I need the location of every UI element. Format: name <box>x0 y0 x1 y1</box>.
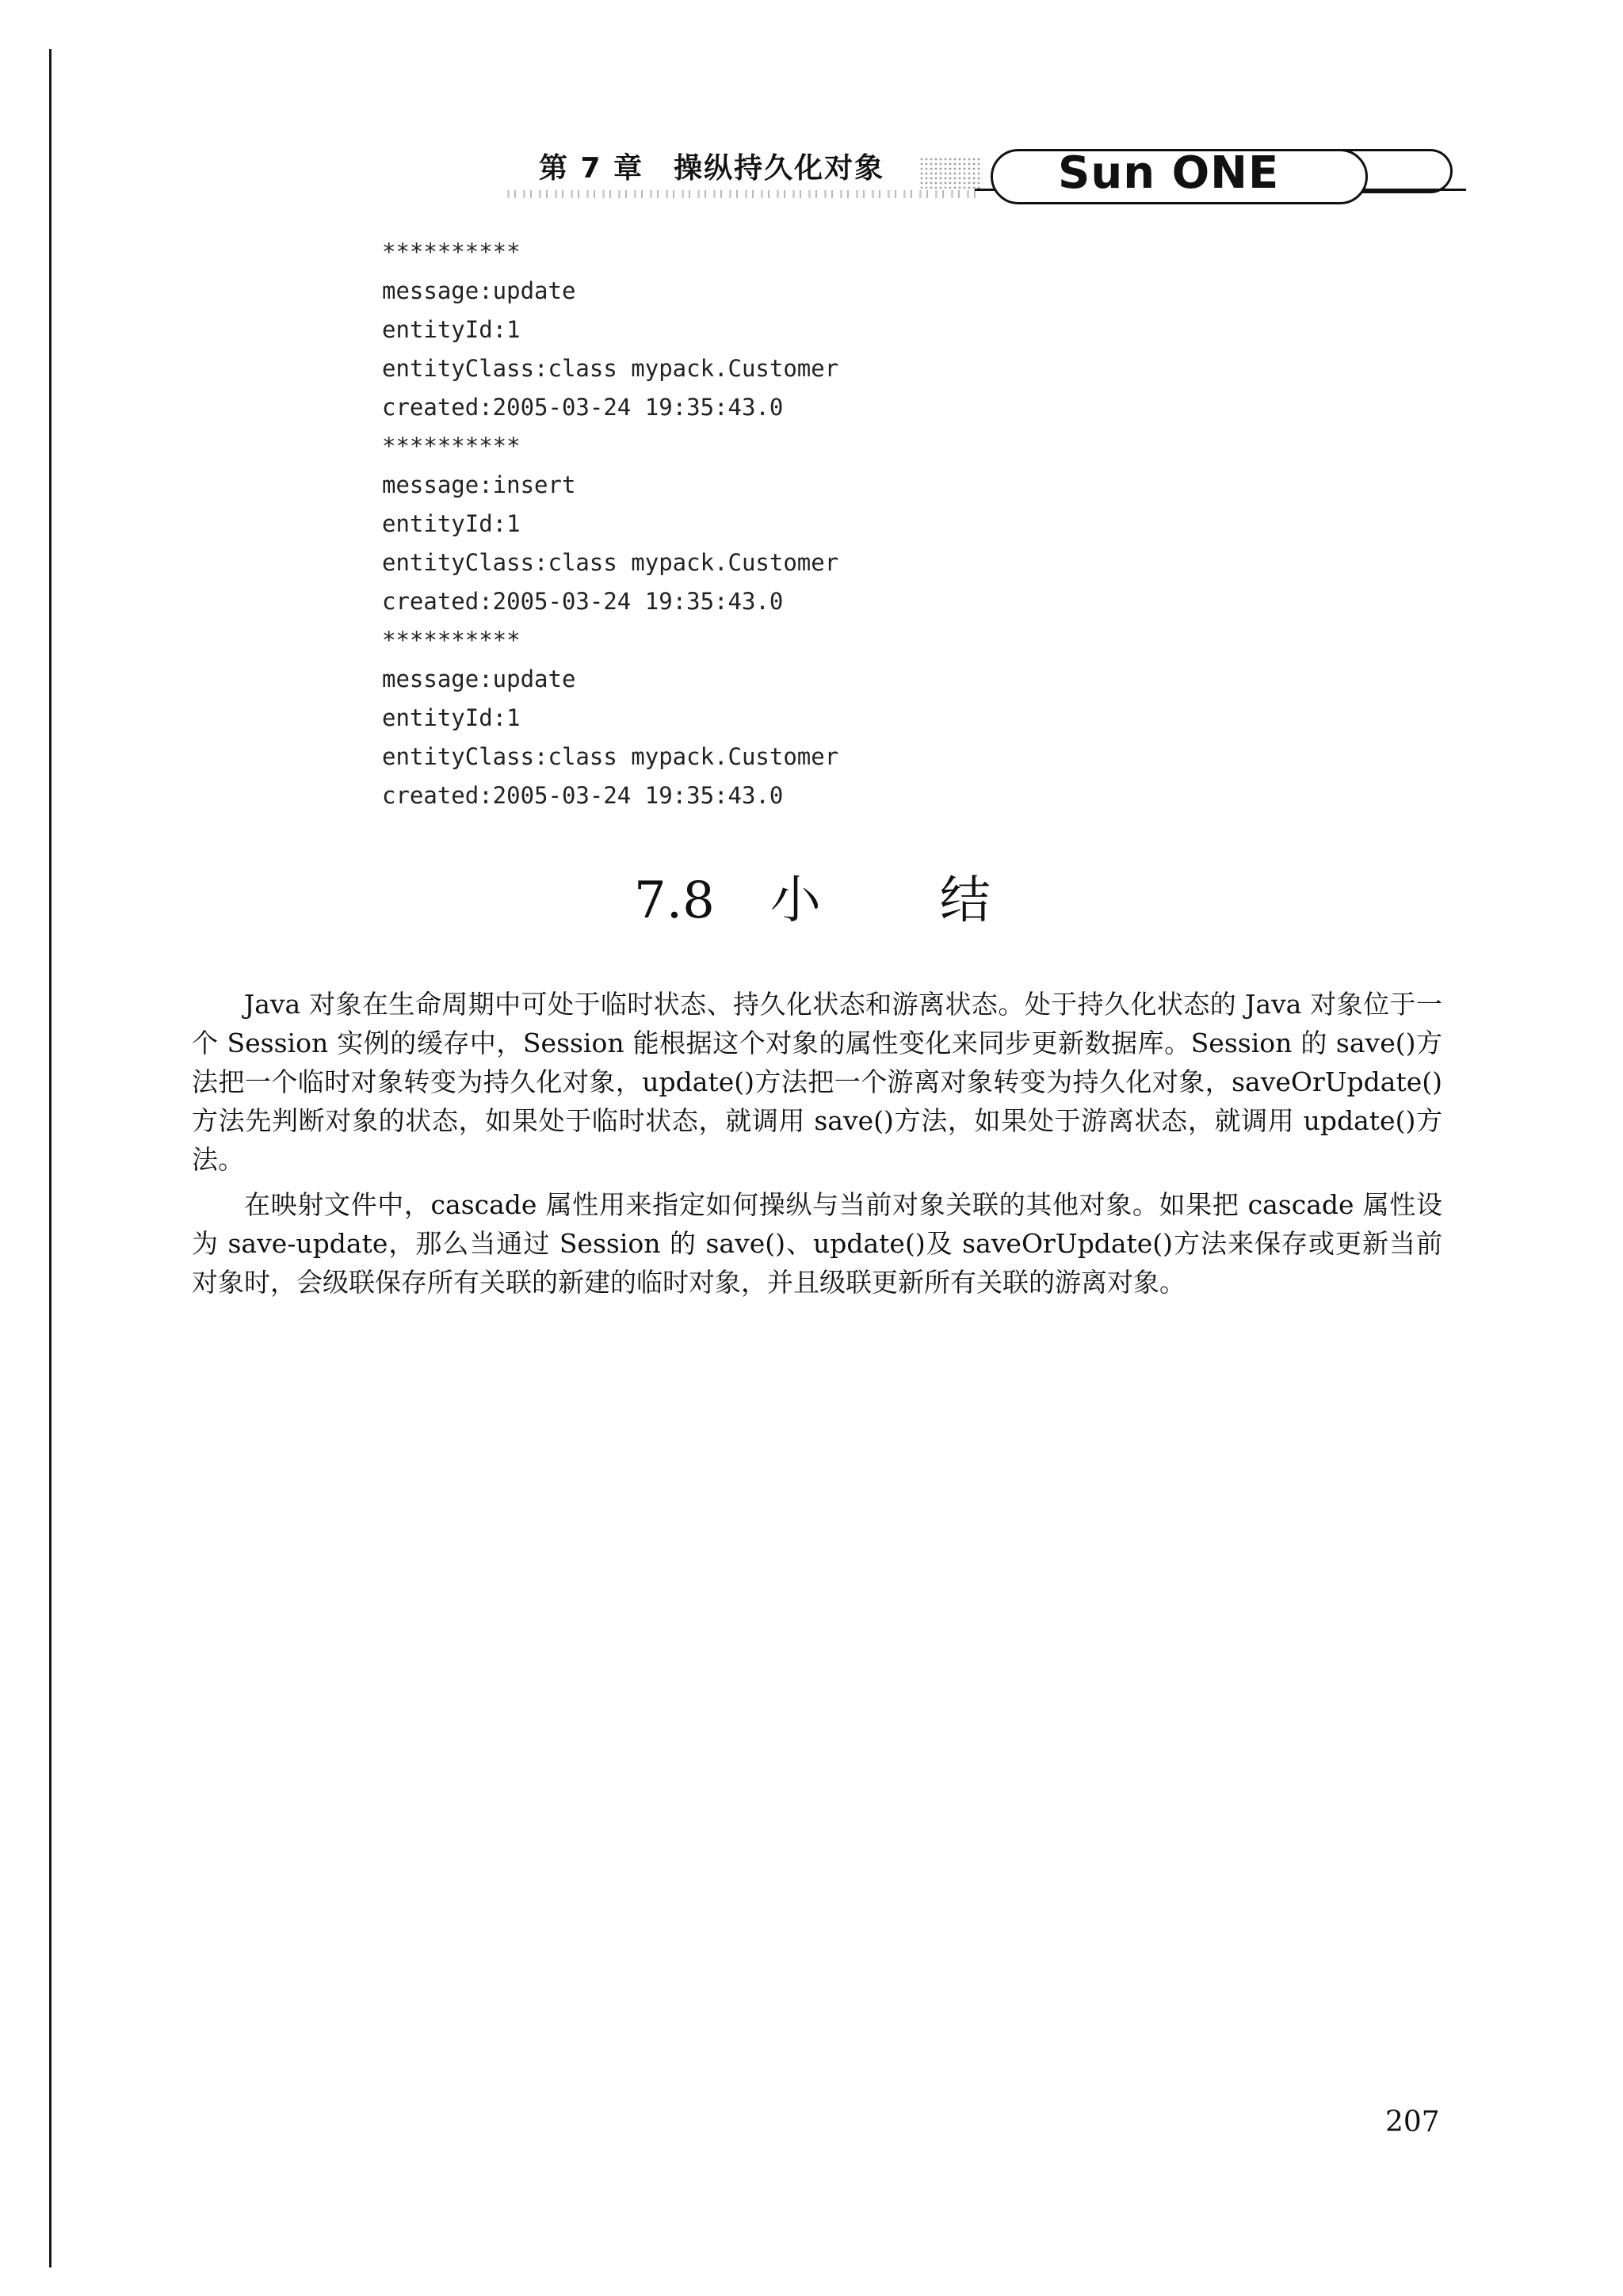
section-title-part1: 小 <box>769 871 821 930</box>
code-line: ********** <box>382 627 521 654</box>
code-line: entityClass:class mypack.Customer <box>382 355 839 382</box>
code-line: ********** <box>382 238 521 265</box>
code-line: created:2005-03-24 19:35:43.0 <box>382 588 784 615</box>
paragraph: 在映射文件中，cascade 属性用来指定如何操纵与当前对象关联的其他对象。如果把 cascade 属性设为 save-update，那么当通过 Session 的 save()、update()及 saveOrUpdate()方法来保存或更新当前对象时，会级联保存所有关联的新建的临时对象，并且级联更新所有关联的游离对象。 <box>192 1189 1442 1298</box>
section-title-part2: 结 <box>939 871 991 930</box>
paragraph: Java 对象在生命周期中可处于临时状态、持久化状态和游离状态。处于持久化状态的 Java 对象位于一个 Session 实例的缓存中，Session 能根据这个对象的属性变化来同步更新数据库。Session 的 save()方法把一个临时对象转变为持久化对象，update()方法把一个游离对象转变为持久化对象，saveOrUpdate()方法先判断对象的状态，如果处于临时状态，就调用 save()方法，如果处于游离状态，就调用 update()方法。 <box>192 989 1442 1175</box>
code-line: created:2005-03-24 19:35:43.0 <box>382 394 784 421</box>
code-line: ********** <box>382 433 521 460</box>
code-line: created:2005-03-24 19:35:43.0 <box>382 782 784 809</box>
code-line: entityId:1 <box>382 510 521 537</box>
section-heading <box>634 860 991 933</box>
code-listing <box>382 233 1333 815</box>
section-number: 7.8 <box>634 871 715 930</box>
code-line: message:update <box>382 666 576 692</box>
running-header <box>531 143 1450 214</box>
code-line: entityClass:class mypack.Customer <box>382 743 839 770</box>
page-number: 207 <box>1385 2106 1440 2138</box>
code-line: entityClass:class mypack.Customer <box>382 549 839 576</box>
code-line: message:update <box>382 277 576 304</box>
header-texture <box>507 190 983 198</box>
body-text <box>192 985 1442 1308</box>
code-line: entityId:1 <box>382 316 521 343</box>
code-line: entityId:1 <box>382 704 521 731</box>
code-line: message:insert <box>382 471 576 498</box>
margin-rule <box>49 49 52 2267</box>
header-dots <box>919 157 983 189</box>
chapter-title: 第 7 章 操纵持久化对象 <box>539 152 885 185</box>
brand-logo-text: Sun ONE <box>1058 147 1280 199</box>
